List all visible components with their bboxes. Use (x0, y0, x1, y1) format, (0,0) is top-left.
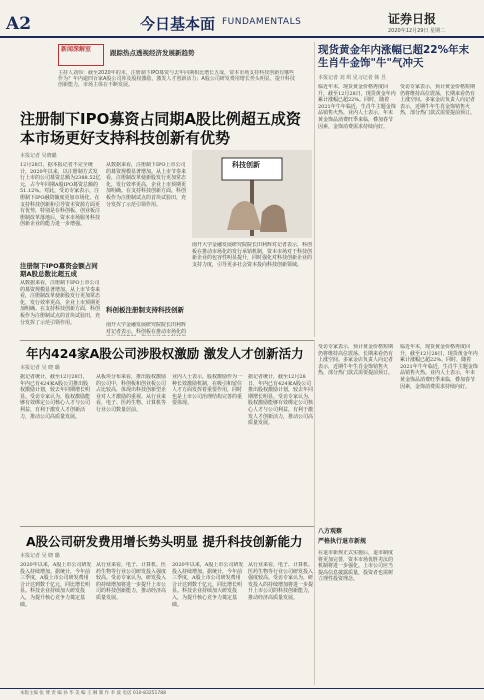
lead-article-col1-cont: 从数据来看，注册制下IPO上市公司的募资规模显著增加。从上市节奏来看，注册制改革使新股发行更加常态化，发行效率更高，企业上市预期更加明确。在支持科技创新方面，科创板作为注册制试点的首块试验田，充分发挥了示范引领作用。 (20, 280, 101, 326)
right-article-col1: 临近年末，现货黄金价格再度回升，截至12月28日，现货黄金年内累计涨幅已超22%。同时，随着2021年牛年临近，生肖牛主题金饰品销售火热。业内人士表示，年末黄金饰品消费旺季来临，叠加春节因素，金饰消费需求持续向好。 (318, 84, 396, 130)
right-byline: 本报记者 刘 琪 见习记者 韩 昱 (318, 75, 386, 81)
illustration-label: 科技创新 (232, 161, 260, 169)
article2-col4: 据记者统计，截至12月28日，年内已有424家A股公司推出股权激励计划，较去年同期增长明显。受访专家认为，股权激励能够有效绑定公司核心人才与公司利益，有利于激发人才创新活力，推动公司高质量发展。 (248, 374, 314, 427)
right-headline: 现货黄金年内涨幅已超22%年末生肖牛金饰"牛"气冲天 (318, 44, 470, 69)
lead-article-col2: 从数据来看，注册制下IPO上市公司的募资规模显著增加。从上市节奏来看，注册制改革使新股发行更加常态化，发行效率更高，企业上市预期更加明确。在支持科技创新方面，科创板作为注册制试点的首块试验田，充分发挥了示范引领作用。 (106, 162, 187, 208)
feature-tag: 新闻深解室 (61, 46, 92, 53)
article2-byline: 本报记者 吴 晓 璐 (20, 365, 60, 371)
right-article-col2: 受访专家表示，预计黄金价格短期仍将维持高位震荡，长期来看仍有上涨空间。多家金店负责人向记者表示，近期牛年生肖金饰销售火热，部分热门款式需要提前预订。 (400, 84, 476, 117)
right-article-cont-col1: 受访专家表示，预计黄金价格短期仍将维持高位震荡，长期来看仍有上涨空间。多家金店负责人向记者表示，近期牛年生肖金饰销售火热，部分热门款式需要提前预订。 (318, 344, 394, 377)
column-divider-2 (314, 340, 315, 685)
side-column-subtitle: 严格执行退市新规 (318, 538, 367, 545)
side-column-title: 八方观察 (318, 528, 343, 535)
article2-col1: 据记者统计，截至12月28日，年内已有424家A股公司推出股权激励计划，较去年同期增长明显。受访专家认为，股权激励能够有效绑定公司核心人才与公司利益，有利于激发人才创新活力，推动公司高质量发展。 (20, 374, 91, 420)
lead-article-col3: 南开大学金融发展研究院院长田利辉对记者表示，科创板在推动市场化的发行承销机制，资本市场对于科技创新企业的包容性明显提升，同时强化对科技创新企业的支持力度，引导更多社会资本投向科技创新领域。 (192, 242, 312, 268)
feature-tag-subtitle: 跟踪热点透视经济发展新趋势 (110, 49, 195, 57)
article2-headline: 年内424家A股公司涉股权激励 激发人才创新活力 (26, 346, 304, 361)
lead-article-col1: 12月28日，据本报记者不完全统计，2020年以来，以注册制方式发行上市的公司募资总额为2388.52亿元，占今年同期A股IPO募资总额的51.12%。对此，受访专家表示，注册制下IPO融资额度更加市场化，在支持科技创新和引导资本资源方面更有优势，特别是在科创板、创业板注册制改革落地后，资本市场服务科技创新企业的能力进一步增强。 (20, 162, 101, 228)
article3-byline: 本报记者 吴 晓 璐 (20, 553, 60, 559)
article3-col1: 2020年以来，A股上市公司研发投入持续增加。据统计，今年前三季度，A股上市公司研发费用合计达到数千亿元，同比增长明显。科技企业持续加大研发投入，为提升核心竞争力奠定基础。 (20, 562, 92, 608)
article3-col2: 从行业来看，电子、计算机、医药生物等行业公司研发投入强度较高。受访专家认为，研发投入的持续增加将进一步提升上市公司的科技创新能力，推动经济高质量发展。 (96, 562, 167, 601)
article3-col3: 2020年以来，A股上市公司研发投入持续增加。据统计，今年前三季度，A股上市公司研发费用合计达到数千亿元，同比增长明显。科技企业持续加大研发投入，为提升核心竞争力奠定基础。 (172, 562, 244, 608)
article2-col2: 从板块分布来看，推出股权激励的公司中，科创板和创业板公司占比较高，体现出科技创新型企业对人才激励的重视。从行业来看，电子、医药生物、计算机等行业公司数量居前。 (96, 374, 167, 413)
footer-credits: 本版主编 张 博 责 编 孙 华 美 编 王 琳 制 作 李 波 电话 010-83251788 (20, 691, 167, 696)
lead-headline: 注册制下IPO募资占同期A股比例超五成资本市场更好支持科技创新有优势 (20, 110, 301, 147)
side-column-body: 在退市新规正式实施后，退市制度将更加完善，资本市场优胜劣汰的机制将进一步强化。上市公司应当提高信息披露质量，投资者也需树立理性投资理念。 (318, 550, 394, 583)
editor-note: 主持人刘伟：截至2020年的末，注册制下IPO募资与去年同期相比增长五成，资本市场支持科技创新有哪些作为？年内逾四百家A股公司涉及股权激励，激发人才创新活力；A股公司研发费用增长势头明显，提升科技创新能力，市场主体在不断发展。 (58, 70, 295, 89)
column-divider (314, 42, 315, 337)
masthead-rule (0, 36, 484, 38)
footer-rule (0, 688, 484, 689)
right-article-cont-col2: 临近年末，现货黄金价格再度回升，截至12月28日，现货黄金年内累计涨幅已超22%。同时，随着2021年牛年临近，生肖牛主题金饰品销售火热。业内人士表示，年末黄金饰品消费旺季来临，叠加春节因素，金饰消费需求持续向好。 (400, 344, 478, 390)
lead-subhead-2: 科创板注册制支持科技创新 (106, 306, 184, 314)
section-divider-2 (20, 526, 314, 527)
lead-subhead-1: 注册制下IPO募资金额占同期A股总数比超五成 (20, 262, 98, 278)
article2-col3: 业内人士表示，股权激励作为一种长效激励机制，在吸引和留住人才方面发挥着重要作用，同时也是上市公司治理结构完善的重要体现。 (172, 374, 243, 407)
lead-byline: 本报记者 吴晓璐 (20, 153, 57, 159)
newspaper-brand: 证券日报 (388, 12, 437, 26)
article3-col4: 从行业来看，电子、计算机、医药生物等行业公司研发投入强度较高。受访专家认为，研发投入的持续增加将进一步提升上市公司的科技创新能力，推动经济高质量发展。 (248, 562, 314, 601)
section-title: 今日基本面 (140, 15, 216, 33)
article3-headline: A股公司研发费用增长势头明显 提升科技创新能力 (26, 534, 303, 549)
section-title-english: FUNDAMENTALS (222, 17, 302, 27)
lead-article-col2-cont: 南开大学金融发展研究院院长田利辉对记者表示，科创板在推动市场化的 (106, 322, 187, 335)
section-divider-1 (20, 340, 314, 341)
dateline: 2020年12月29日 星期二 (388, 28, 446, 34)
page-number: A2 (6, 14, 32, 34)
